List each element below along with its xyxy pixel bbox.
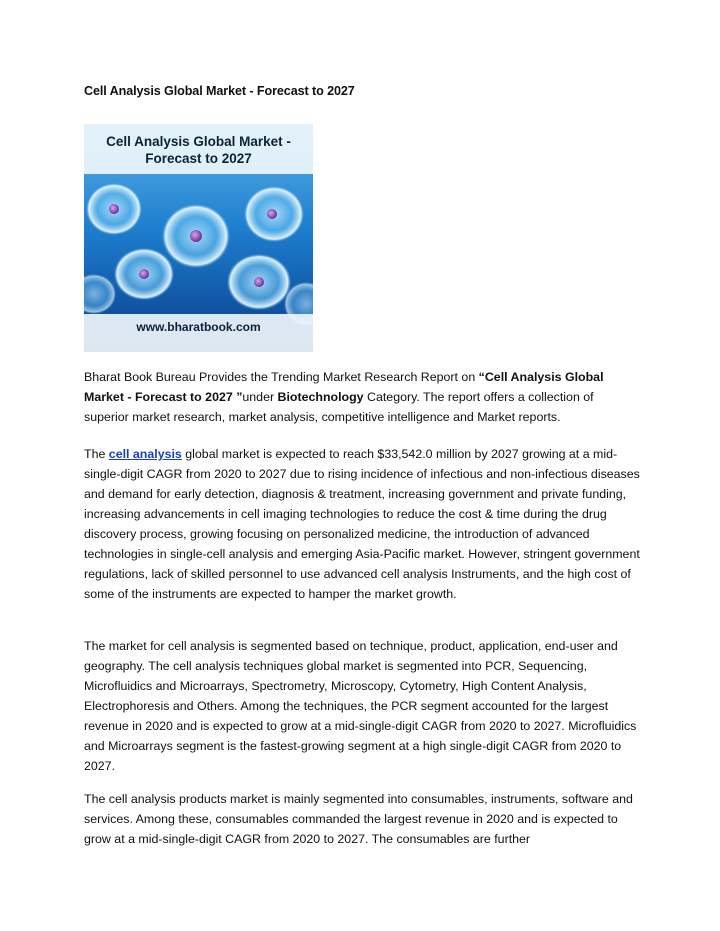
cell-analysis-link[interactable]: cell analysis: [108, 447, 182, 461]
intro-text-before: Bharat Book Bureau Provides the Trending Market Research Report on: [84, 370, 479, 384]
market-paragraph-3: [84, 789, 640, 849]
intro-report-name: “Cell Analysis Global Market - Forecast to 2027 ”: [84, 370, 604, 404]
paragraph1-prefix: The: [84, 447, 109, 461]
intro-paragraph: [84, 367, 640, 427]
banner-headline-line2: Forecast to 2027: [145, 151, 252, 166]
report-banner-image: [84, 124, 313, 352]
market-paragraph-1: [84, 444, 640, 604]
document-title: Cell Analysis Global Market - Forecast to 2027: [84, 84, 355, 98]
banner-headline-line1: Cell Analysis Global Market -: [106, 134, 291, 149]
intro-text-after: Category. The report offers a collection of superior market research, market analysis, competitive intelligence and Market reports.: [84, 390, 594, 424]
intro-category: Biotechnology: [277, 390, 364, 404]
paragraph2-text: The market for cell analysis is segmented based on technique, product, application, end-user and geography. The cell analysis techniques global market is segmented into PCR, Sequencing, Microfluidics and Microarrays, Spectrometry, Microscopy, Cytometry, High Content Analysis, Electrophoresis and Others. Among the techniques, the PCR segment accounted for the largest revenue in 2020 and is expected to grow at a mid-single-digit CAGR from 2020 to 2027. Microfluidics and Microarrays segment is the fastest-growing segment at a high single-digit CAGR from 2020 to 2027.: [84, 639, 637, 773]
market-paragraph-2: [84, 636, 640, 776]
intro-text-middle: under: [242, 390, 278, 404]
paragraph1-text: global market is expected to reach $33,542.0 million by 2027 growing at a mid-single-digit CAGR from 2020 to 2027 due to rising incidence of infectious and non-infectious diseases and demand for early detection, diagnosis & treatment, increasing government and private funding, increasing advancements in cell imaging technologies to reduce the cost & time during the drug discovery process, growing focusing on personalized medicine, the introduction of advanced technologies in single-cell analysis and emerging Asia-Pacific market. However, stringent government regulations, lack of skilled personnel to use advanced cell analysis Instruments, and the high cost of some of the instruments are expected to hamper the market growth.: [84, 447, 640, 601]
banner-website: www.bharatbook.com: [136, 320, 261, 334]
paragraph3-text: The cell analysis products market is mainly segmented into consumables, instruments, software and services. Among these, consumables commanded the largest revenue in 2020 and is expected to grow at a mid-single-digit CAGR from 2020 to 2027. The consumables are further: [84, 792, 633, 846]
